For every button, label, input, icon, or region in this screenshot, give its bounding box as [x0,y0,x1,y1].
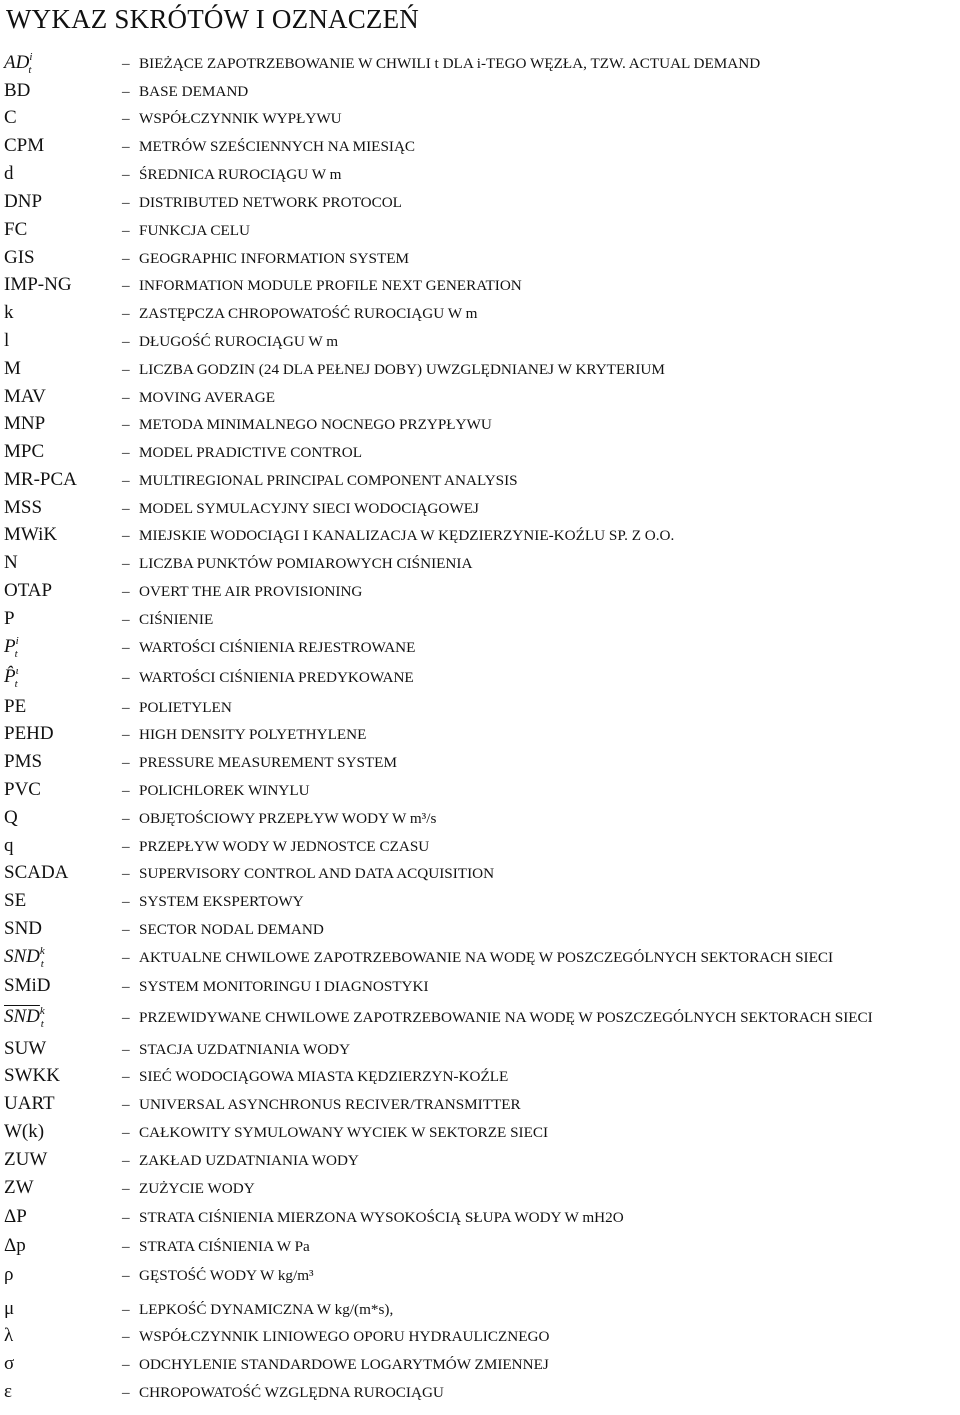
definition-text: UNIVERSAL ASYNCHRONUS RECIVER/TRANSMITTER [139,1096,521,1113]
abbreviation-symbol: PVC [4,779,41,800]
list-item [0,805,960,831]
list-item [0,634,960,660]
list-item [0,356,960,382]
definition-text: PRZEWIDYWANE CHWILOWE ZAPOTRZEBOWANIE NA WODĘ W POSZCZEGÓLNYCH SEKTORACH SIECI [139,1009,873,1026]
list-item [0,694,960,720]
list-item [0,217,960,243]
dash-separator: – [122,1384,130,1401]
abbreviation-definition [122,413,492,437]
abbreviation-definition [122,946,833,970]
dash-separator: – [122,250,130,267]
list-item [0,1323,960,1349]
abbreviation-symbol: FC [4,219,28,240]
list-item [0,1233,960,1259]
dash-separator: – [122,978,130,995]
abbreviation-symbol: $P^i_t$ [4,635,19,660]
abbreviation-definition [122,1381,444,1405]
dash-separator: – [122,865,130,882]
definition-text: INFORMATION MODULE PROFILE NEXT GENERATION [139,277,522,294]
abbreviation-symbol: UART [4,1093,55,1114]
abbreviation-symbol: μ [4,1298,15,1319]
list-item [0,189,960,215]
dash-separator: – [122,893,130,910]
abbreviation-symbol: $\overline{SND}^k_t$ [4,1005,45,1030]
dash-separator: – [122,838,130,855]
abbreviation-definition [122,751,397,775]
list-item [0,1004,960,1030]
dash-separator: – [122,333,130,350]
definition-text: MIEJSKIE WODOCIĄGI I KANALIZACJA W KĘDZIERZYNIE-KOŹLU SP. Z O.O. [139,527,675,544]
dash-separator: – [122,83,130,100]
abbreviation-symbol: ε [4,1381,12,1402]
abbreviation-definition [122,386,275,410]
list-item [0,777,960,803]
list-item [0,1147,960,1173]
abbreviation-definition [122,358,665,382]
dash-separator: – [122,1238,130,1255]
list-item [0,833,960,859]
dash-separator: – [122,1068,130,1085]
abbreviation-symbol: σ [4,1353,15,1374]
abbreviation-symbol: BD [4,80,31,101]
definition-text: SUPERVISORY CONTROL AND DATA ACQUISITION [139,865,495,882]
abbreviation-definition [122,1149,359,1173]
dash-separator: – [122,555,130,572]
abbreviation-definition [122,524,674,548]
list-item [0,495,960,521]
abbreviation-definition [122,302,477,326]
abbreviation-definition [122,1206,624,1230]
abbreviation-symbol: Q [4,807,18,828]
abbreviation-symbol: GIS [4,247,35,268]
list-item [0,973,960,999]
abbreviation-symbol: MR-PCA [4,469,77,490]
definition-text: MULTIREGIONAL PRINCIPAL COMPONENT ANALYSIS [139,472,518,489]
definition-text: PRZEPŁYW WODY W JEDNOSTCE CZASU [139,838,430,855]
abbreviation-definition [122,274,522,298]
list-item [0,133,960,159]
dash-separator: – [122,583,130,600]
dash-separator: – [122,639,130,656]
abbreviation-symbol: MAV [4,386,46,407]
list-item [0,300,960,326]
definition-text: CAŁKOWITY SYMULOWANY WYCIEK W SEKTORZE SIECI [139,1124,549,1141]
definition-text: ŚREDNICA RUROCIĄGU W m [139,166,342,183]
list-item [0,328,960,354]
abbreviation-definition [122,666,414,690]
abbreviation-symbol: SMiD [4,975,51,996]
list-item [0,944,960,970]
abbreviation-definition [122,862,494,886]
definition-text: GEOGRAPHIC INFORMATION SYSTEM [139,250,410,267]
abbreviation-definition [122,1264,314,1288]
definition-text: AKTUALNE CHWILOWE ZAPOTRZEBOWANIE NA WODĘ W POSZCZEGÓLNYCH SEKTORACH SIECI [139,949,834,966]
abbreviation-definition [122,219,250,243]
dash-separator: – [122,782,130,799]
list-item [0,1262,960,1288]
dash-separator: – [122,810,130,827]
definition-text: SIEĆ WODOCIĄGOWA MIASTA KĘDZIERZYN-KOŹLE [139,1068,509,1085]
abbreviation-definition [122,835,429,859]
definition-text: OBJĘTOŚCIOWY PRZEPŁYW WODY W m³/s [139,810,437,827]
dash-separator: – [122,55,130,72]
definition-text: MOVING AVERAGE [139,389,275,406]
abbreviation-symbol: ZW [4,1177,34,1198]
list-item [0,1204,960,1230]
abbreviation-symbol: PE [4,696,27,717]
dash-separator: – [122,277,130,294]
definition-text: WSPÓŁCZYNNIK WYPŁYWU [139,110,342,127]
abbreviation-definition [122,608,213,632]
list-item [0,1063,960,1089]
abbreviation-symbol: $AD^i_t$ [4,51,33,76]
definition-text: ZAKŁAD UZDATNIANIA WODY [139,1152,359,1169]
list-item [0,664,960,690]
abbreviation-symbol: SE [4,890,27,911]
abbreviation-definition [122,80,248,104]
dash-separator: – [122,1267,130,1284]
dash-separator: – [122,1301,130,1318]
abbreviation-symbol: PEHD [4,723,54,744]
list-item [0,439,960,465]
dash-separator: – [122,110,130,127]
definition-text: SYSTEM MONITORINGU I DIAGNOSTYKI [139,978,429,995]
dash-separator: – [122,1124,130,1141]
definition-text: DISTRIBUTED NETWORK PROTOCOL [139,194,402,211]
abbreviation-definition [122,52,760,76]
abbreviation-symbol: ZUW [4,1149,48,1170]
abbreviation-symbol: SND [4,918,43,939]
abbreviation-symbol: ρ [4,1264,14,1285]
dash-separator: – [122,305,130,322]
dash-separator: – [122,416,130,433]
definition-text: SECTOR NODAL DEMAND [139,921,324,938]
abbreviation-symbol: P [4,608,15,629]
definition-text: LICZBA PUNKTÓW POMIAROWYCH CIŚNIENIA [139,555,473,572]
abbreviation-symbol: N [4,552,18,573]
list-item [0,384,960,410]
list-item [0,1036,960,1062]
abbreviation-symbol: M [4,358,21,379]
abbreviation-definition [122,975,429,999]
abbreviation-symbol: SCADA [4,862,69,883]
abbreviation-definition [122,1065,508,1089]
definition-text: DŁUGOŚĆ RUROCIĄGU W m [139,333,339,350]
list-item [0,916,960,942]
definition-text: GĘSTOŚĆ WODY W kg/m³ [139,1267,314,1284]
list-item [0,78,960,104]
abbreviation-symbol: SUW [4,1038,47,1059]
abbreviation-symbol: ΔP [4,1206,27,1227]
abbreviation-definition [122,163,341,187]
abbreviation-symbol: MSS [4,497,43,518]
abbreviation-symbol: q [4,835,14,856]
definition-text: METRÓW SZEŚCIENNYCH NA MIESIĄC [139,138,416,155]
definition-text: BIEŻĄCE ZAPOTRZEBOWANIE W CHWILI t DLA i-TEGO WĘZŁA, TZW. ACTUAL DEMAND [139,55,761,72]
dash-separator: – [122,527,130,544]
list-item [0,1119,960,1145]
dash-separator: – [122,611,130,628]
abbreviation-definition [122,1298,393,1322]
definition-text: OVERT THE AIR PROVISIONING [139,583,363,600]
abbreviation-symbol: $SND^k_t$ [4,945,45,970]
dash-separator: – [122,361,130,378]
list-item [0,50,960,76]
list-item [0,721,960,747]
list-item [0,245,960,271]
abbreviation-definition [122,469,518,493]
abbreviation-symbol: PMS [4,751,43,772]
definition-text: ZASTĘPCZA CHROPOWATOŚĆ RUROCIĄGU W m [139,305,478,322]
abbreviation-symbol: d [4,163,14,184]
abbreviation-definition [122,918,324,942]
definition-text: STRATA CIŚNIENIA MIERZONA WYSOKOŚCIĄ SŁUPA WODY W mH2O [139,1209,624,1226]
list-item [0,860,960,886]
list-item [0,749,960,775]
dash-separator: – [122,1096,130,1113]
abbreviation-definition [122,636,415,660]
abbreviation-definition [122,890,304,914]
list-item [0,1379,960,1405]
abbreviation-definition [122,1235,310,1259]
definition-text: LEPKOŚĆ DYNAMICZNA W kg/(m*s), [139,1301,394,1318]
abbreviation-definition [122,580,362,604]
abbreviation-symbol: SWKK [4,1065,60,1086]
definition-text: PRESSURE MEASUREMENT SYSTEM [139,754,397,771]
dash-separator: – [122,1209,130,1226]
definition-text: CIŚNIENIE [139,611,214,628]
dash-separator: – [122,222,130,239]
list-item [0,105,960,131]
abbreviation-definition [122,696,232,720]
abbreviation-symbol: MNP [4,413,46,434]
definition-text: SYSTEM EKSPERTOWY [139,893,304,910]
dash-separator: – [122,194,130,211]
dash-separator: – [122,444,130,461]
definition-text: LICZBA GODZIN (24 DLA PEŁNEJ DOBY) UWZGLĘDNIANEJ W KRYTERIUM [139,361,665,378]
page-title: WYKAZ SKRÓTÓW I OZNACZEŃ [6,4,420,34]
abbreviation-symbol: P̂$^\iota_t$ [4,665,19,690]
definition-text: ZUŻYCIE WODY [139,1180,255,1197]
abbreviation-definition [122,135,415,159]
abbreviation-definition [122,247,409,271]
abbreviation-definition [122,1006,873,1030]
abbreviation-definition [122,191,402,215]
abbreviation-definition [122,1353,549,1377]
abbreviation-definition [122,441,362,465]
dash-separator: – [122,921,130,938]
abbreviation-definition [122,1093,521,1117]
dash-separator: – [122,138,130,155]
abbreviation-definition [122,497,479,521]
list-item [0,578,960,604]
list-item [0,1351,960,1377]
dash-separator: – [122,699,130,716]
abbreviation-symbol: W(k) [4,1121,45,1142]
definition-text: FUNKCJA CELU [139,222,250,239]
dash-separator: – [122,166,130,183]
list-item [0,1296,960,1322]
definition-text: MODEL PRADICTIVE CONTROL [139,444,363,461]
definition-text: CHROPOWATOŚĆ WZGLĘDNA RUROCIĄGU [139,1384,444,1401]
definition-text: METODA MINIMALNEGO NOCNEGO PRZYPŁYWU [139,416,492,433]
definition-text: STACJA UZDATNIANIA WODY [139,1041,351,1058]
dash-separator: – [122,669,130,686]
list-item [0,606,960,632]
abbreviation-symbol: MPC [4,441,45,462]
abbreviation-definition [122,330,338,354]
list-item [0,411,960,437]
abbreviation-symbol: λ [4,1325,14,1346]
list-item [0,550,960,576]
dash-separator: – [122,949,130,966]
abbreviation-definition [122,552,472,576]
abbreviation-symbol: Δp [4,1235,26,1256]
abbreviation-symbol: MWiK [4,524,58,545]
abbreviation-definition [122,723,366,747]
dash-separator: – [122,1180,130,1197]
definition-text: STRATA CIŚNIENIA W Pa [139,1238,310,1255]
abbreviation-definition [122,107,342,131]
dash-separator: – [122,726,130,743]
list-item [0,161,960,187]
abbreviation-symbol: OTAP [4,580,53,601]
definition-text: POLIETYLEN [139,699,232,716]
abbreviation-definition [122,1325,549,1349]
abbreviation-definition [122,1121,548,1145]
abbreviation-symbol: DNP [4,191,43,212]
abbreviation-definition [122,779,310,803]
definition-text: WSPÓŁCZYNNIK LINIOWEGO OPORU HYDRAULICZNEGO [139,1328,550,1345]
dash-separator: – [122,1356,130,1373]
definition-text: BASE DEMAND [139,83,249,100]
dash-separator: – [122,472,130,489]
dash-separator: – [122,1152,130,1169]
dash-separator: – [122,754,130,771]
abbreviation-definition [122,1038,350,1062]
list-item [0,888,960,914]
list-item [0,1175,960,1201]
dash-separator: – [122,1009,130,1026]
abbreviation-symbol: l [4,330,10,351]
abbreviation-symbol: IMP-NG [4,274,72,295]
abbreviation-symbol: k [4,302,14,323]
abbreviation-definition [122,1177,255,1201]
abbreviation-symbol: C [4,107,17,128]
list-item [0,272,960,298]
dash-separator: – [122,500,130,517]
definition-text: ODCHYLENIE STANDARDOWE LOGARYTMÓW ZMIENNEJ [139,1356,549,1373]
definition-text: WARTOŚCI CIŚNIENIA REJESTROWANE [139,639,416,656]
abbreviation-symbol: CPM [4,135,45,156]
dash-separator: – [122,1328,130,1345]
definition-text: MODEL SYMULACYJNY SIECI WODOCIĄGOWEJ [139,500,479,517]
dash-separator: – [122,389,130,406]
definition-text: POLICHLOREK WINYLU [139,782,310,799]
list-item [0,467,960,493]
definition-text: HIGH DENSITY POLYETHYLENE [139,726,367,743]
definition-text: WARTOŚCI CIŚNIENIA PREDYKOWANE [139,669,414,686]
dash-separator: – [122,1041,130,1058]
list-item [0,522,960,548]
list-item [0,1091,960,1117]
abbreviation-definition [122,807,436,831]
